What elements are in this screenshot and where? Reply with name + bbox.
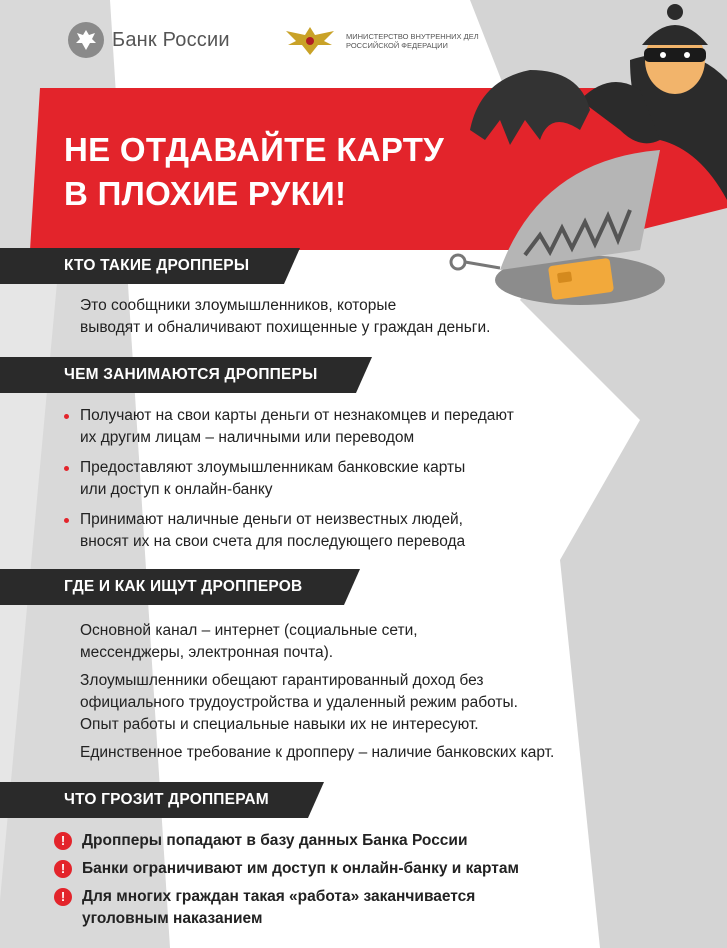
- where-paragraph-1: Основной канал – интернет (социальные сети, мессенджеры, электронная почта).: [80, 622, 418, 661]
- what-list: [64, 405, 514, 561]
- page-title: НЕ ОТДАВАЙТЕ КАРТУ В ПЛОХИЕ РУКИ!: [64, 131, 445, 212]
- threat-list: [54, 830, 519, 936]
- bullet-icon: [64, 466, 69, 471]
- thief-illustration: [430, 0, 727, 320]
- list-item: ! Банки ограничивают им доступ к онлайн-банку и картам: [54, 858, 519, 880]
- ministry-emblem-icon: [282, 25, 338, 57]
- list-item: Получают на свои карты деньги от незнакомцев и передают их другим лицам – наличными или переводом: [64, 405, 514, 449]
- bullet-icon: [64, 414, 69, 419]
- ministry-label: МИНИСТЕРСТВО ВНУТРЕННИХ ДЕЛ РОССИЙСКОЙ ФЕДЕРАЦИИ: [346, 32, 479, 50]
- section-header-who: КТО ТАКИЕ ДРОППЕРЫ: [0, 248, 300, 284]
- where-paragraph-3: Единственное требование к дропперу – наличие банковских карт.: [80, 744, 555, 761]
- exclamation-icon: !: [54, 832, 72, 850]
- section-header-threat: ЧТО ГРОЗИТ ДРОППЕРАМ: [0, 782, 324, 818]
- exclamation-icon: !: [54, 860, 72, 878]
- bullet-icon: [64, 518, 69, 523]
- who-description: Это сообщники злоумышленников, которые выводят и обналичивают похищенные у граждан деньги.: [80, 297, 491, 336]
- bank-of-russia-logo: [68, 22, 230, 58]
- list-item: Предоставляют злоумышленникам банковские карты или доступ к онлайн-банку: [64, 457, 514, 501]
- list-item: ! Для многих граждан такая «работа» заканчивается уголовным наказанием: [54, 886, 519, 930]
- double-headed-eagle-icon: [68, 22, 104, 58]
- section-header-what: ЧЕМ ЗАНИМАЮТСЯ ДРОППЕРЫ: [0, 357, 372, 393]
- where-paragraph-2: Злоумышленники обещают гарантированный доход без официального трудоустройства и удаленный режим работы. Опыт работы и специальные навыки их не интересуют.: [80, 672, 518, 733]
- exclamation-icon: !: [54, 888, 72, 906]
- list-item: ! Дропперы попадают в базу данных Банка России: [54, 830, 519, 852]
- list-item: Принимают наличные деньги от неизвестных людей, вносят их на свои счета для последующего перевода: [64, 509, 514, 553]
- section-header-where: ГДЕ И КАК ИЩУТ ДРОППЕРОВ: [0, 569, 360, 605]
- bank-logo-label: Банк России: [112, 28, 230, 51]
